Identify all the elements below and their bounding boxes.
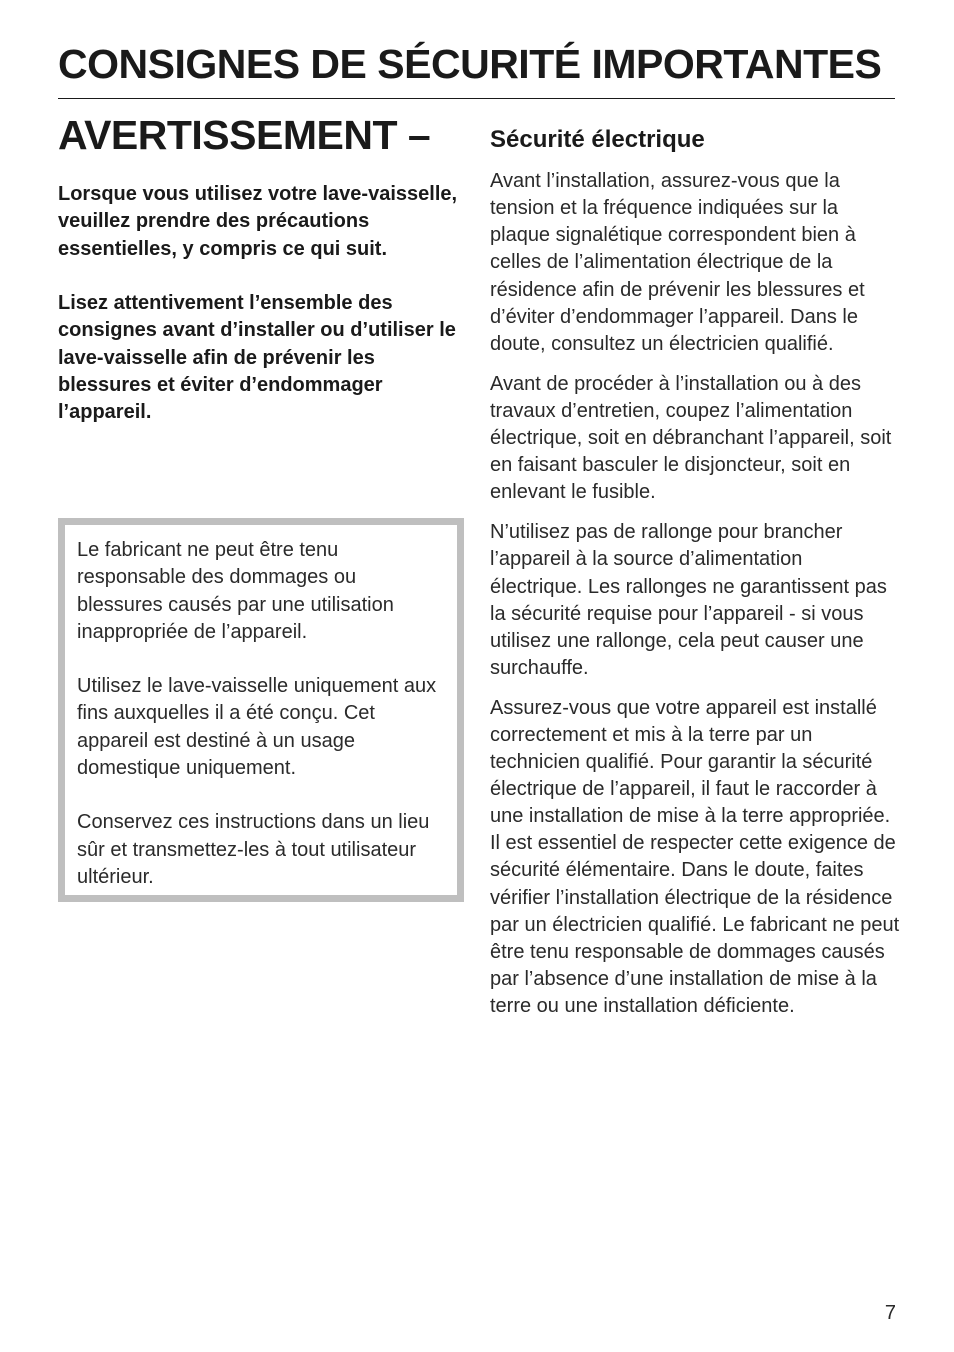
notice-box	[58, 518, 464, 902]
warning-title: AVERTISSEMENT –	[58, 112, 431, 158]
body-paragraph: Avant de procéder à l’installation ou à des travaux d’entretien, coupez l’alimentation électrique, soit en débranchant l’appareil, soit en faisant basculer le disjoncteur, soit en enlevant le fusible.	[490, 372, 892, 504]
page-number: 7	[884, 1302, 896, 1324]
right-column	[490, 124, 900, 1033]
body-paragraph: Avant l’installation, assurez-vous que la tension et la fréquence indiquées sur la plaque signalétique correspondent bien à celles de l’alimentation électrique de la résidence afin de prévenir les blessures et d’éviter d’endommager l’appareil. Dans le doute, consultez un électricien qualifié.	[490, 170, 865, 355]
notice-paragraph: Le fabricant ne peut être tenu responsable des dommages ou blessures causés par une utilisation inappropriée de l’appareil.	[77, 539, 394, 643]
left-column	[58, 113, 468, 426]
notice-paragraph: Utilisez le lave-vaisselle uniquement aux fins auxquelles il a été conçu. Cet appareil est destiné à un usage domestique uniquement.	[77, 675, 437, 780]
intro-paragraph: Lisez attentivement l’ensemble des consignes avant d’installer ou d’utiliser le lave-vaisselle afin de prévenir les blessures et éviter d’endommager l’appareil.	[58, 291, 456, 424]
page-header	[58, 42, 895, 99]
page-title: CONSIGNES DE SÉCURITÉ IMPORTANTES	[58, 41, 882, 87]
notice-paragraph: Conservez ces instructions dans un lieu sûr et transmettez-les à tout utilisateur ultérieur.	[77, 811, 430, 888]
intro-paragraph: Lorsque vous utilisez votre lave-vaisselle, veuillez prendre des précautions essentielles, y compris ce qui suit.	[58, 183, 458, 260]
section-title-electrical-safety: Sécurité électrique	[490, 126, 705, 153]
body-paragraph: N’utilisez pas de rallonge pour brancher l’appareil à la source d’alimentation électrique. Les rallonges ne garantissent pas la sécurité requise pour l’appareil - si vous utilisez une rallonge, cela peut causer une surchauffe.	[490, 521, 887, 679]
body-paragraph: Assurez-vous que votre appareil est installé correctement et mis à la terre par un technicien qualifié. Pour garantir la sécurité électrique de l’appareil, il faut le raccorder à une installation de mise à la terre appropriée. Il est essentiel de respecter cette exigence de sécurité élémentaire. Dans le doute, faites vérifier l’installation électrique de la résidence par un électricien qualifié. Le fabricant ne peut être tenu responsable de dommages causés par l’absence d’une installation de mise à la terre ou une installation déficiente.	[490, 696, 900, 1017]
